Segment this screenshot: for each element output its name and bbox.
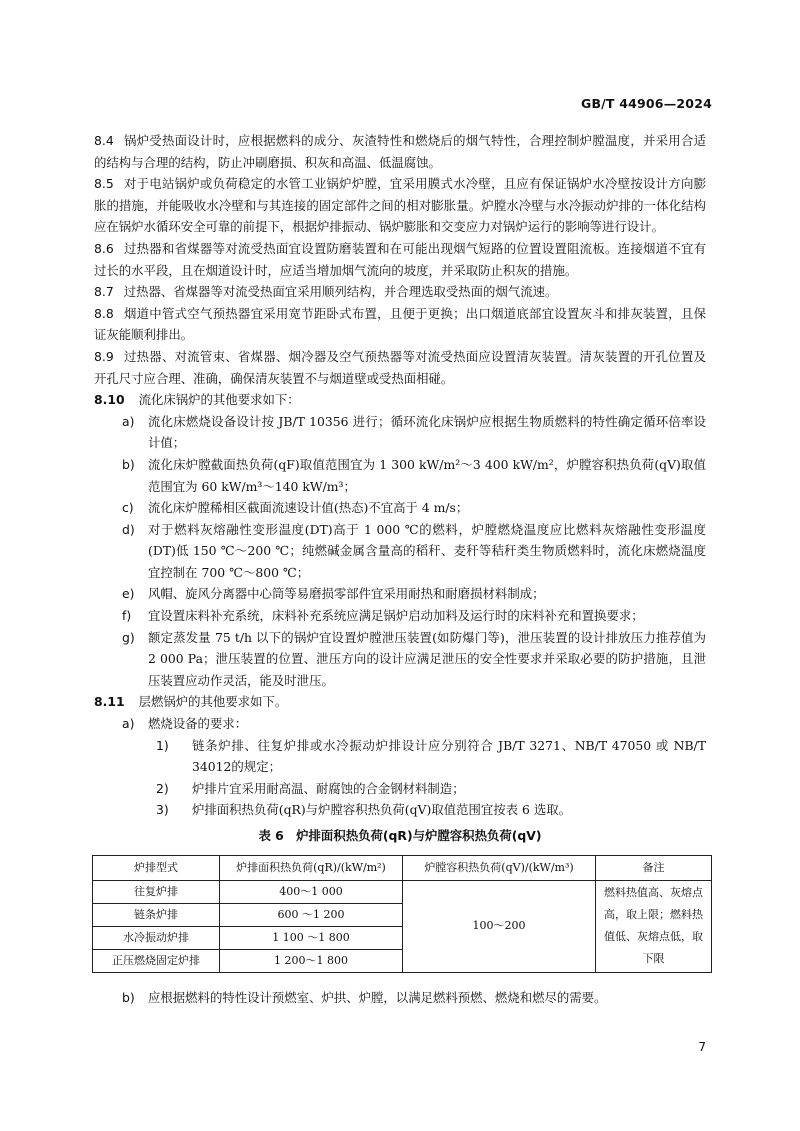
item-text: 流化床燃烧设备设计按 JB/T 10356 进行；循环流化床锅炉应根据生物质燃料的特性确定循环倍率设计值； — [148, 413, 706, 451]
list-item — [94, 713, 706, 735]
item-label: b) — [122, 456, 135, 472]
clause-8-9 — [94, 346, 706, 389]
item-text: 对于燃料灰熔融性变形温度(DT)高于 1 000 ℃的燃料，炉膛燃烧温度应比燃料灰熔融性变形温度(DT)低 150 ℃～200 ℃；纯燃碱金属含量高的稻秆、麦秆等秸秆类生物质燃料时，流化床燃烧温度宜控制在 700 ℃～800 ℃； — [148, 521, 706, 580]
list-item — [94, 497, 706, 519]
clause-number: 8.8 — [94, 305, 114, 321]
clause-number: 8.6 — [94, 240, 114, 256]
cell-qv: 100～200 — [403, 880, 596, 972]
clause-text: 过热器、对流管束、省煤器、烟冷器及空气预热器等对流受热面应设置清灰装置。清灰装置的开孔位置及开孔尺寸应合理、准确，确保清灰装置不与烟道壁或受热面相碰。 — [94, 348, 706, 386]
clause-text: 对于电站锅炉或负荷稳定的水管工业锅炉炉膛，宜采用膜式水冷壁，且应有保证锅炉水冷壁按设计方向膨胀的措施，并能吸收水冷壁和与其连接的固定部件之间的相对膨胀量。炉膛水冷壁与水冷振动炉排的一体化结构应在锅炉水循环安全可靠的前提下，根据炉排振动、锅炉膨胀和交变应力对锅炉运行的影响等进行设计。 — [94, 176, 706, 235]
heat-load-table — [92, 855, 712, 973]
col-qv: 炉膛容积热负荷(qV)/(kW/m³) — [403, 855, 596, 880]
item-text: 风帽、旋风分离器中心筒等易磨损零部件宜采用耐热和耐磨损材料制成； — [148, 586, 545, 602]
table-header-row — [93, 855, 712, 880]
sub-item-label: 1) — [156, 737, 169, 753]
clause-number: 8.11 — [94, 694, 125, 710]
clause-8-10-list — [94, 411, 706, 692]
clause-text: 过热器、省煤器等对流受热面宜采用顺列结构，并合理选取受热面的烟气流速。 — [123, 284, 558, 300]
item-text: 流化床炉膛截面热负荷(qF)取值范围宜为 1 300 kW/m²～3 400 kW/m²，炉膛容积热负荷(qV)取值范围宜为 60 kW/m³～140 kW/m³； — [148, 456, 706, 494]
cell-qr: 600 ～1 200 — [220, 903, 403, 926]
sub-item-text: 链条炉排、往复炉排或水冷振动炉排设计应分别符合 JB/T 3271、NB/T 47050 或 NB/T 34012的规定； — [192, 737, 706, 775]
item-label: a) — [122, 716, 135, 732]
clause-number: 8.10 — [94, 392, 125, 408]
clause-8-8 — [94, 303, 706, 346]
cell-type: 往复炉排 — [93, 880, 220, 903]
table-caption: 表 6 炉排面积热负荷(qR)与炉膛容积热负荷(qV) — [258, 828, 542, 843]
item-text: 宜设置床料补充系统，床料补充系统应满足锅炉启动加料及运行时的床料补充和置换要求； — [148, 608, 644, 624]
cell-type: 正压燃烧固定炉排 — [93, 949, 220, 972]
cell-remark: 燃料热值高、灰熔点高，取上限；燃料热值低、灰熔点低，取下限 — [596, 880, 712, 972]
clause-8-5 — [94, 173, 706, 238]
sub-item-label: 3) — [156, 802, 169, 818]
item-text: 燃烧设备的要求： — [148, 716, 248, 732]
sub-item — [94, 735, 706, 778]
clause-number: 8.4 — [94, 133, 114, 148]
col-grate-type: 炉排型式 — [93, 855, 220, 880]
col-qr: 炉排面积热负荷(qR)/(kW/m²) — [220, 855, 403, 880]
clause-intro: 层燃锅炉的其他要求如下。 — [138, 694, 288, 710]
sub-item-text: 炉排面积热负荷(qR)与炉膛容积热负荷(qV)取值范围宜按表 6 选取。 — [192, 802, 572, 818]
list-item — [94, 987, 706, 1009]
list-item — [94, 454, 706, 497]
cell-type: 链条炉排 — [93, 903, 220, 926]
clause-8-4 — [94, 130, 706, 173]
sub-item-label: 2) — [156, 780, 169, 796]
item-text: 额定蒸发量 75 t/h 以下的锅炉宜设置炉膛泄压装置(如防爆门等)，泄压装置的设计排放压力推荐值为 2 000 Pa；泄压装置的位置、泄压方向的设计应满足泄压的安全性要求并采取必要的防护措施，且泄压装置应动作灵活，能及时泄压。 — [148, 629, 706, 688]
clause-text: 烟道中管式空气预热器宜采用宽节距卧式布置，且便于更换；出口烟道底部宜设置灰斗和排灰装置，且保证灰能顺利排出。 — [94, 305, 706, 343]
item-text: 流化床炉膛稀相区截面流速设计值(热态)不宜高于 4 m/s； — [148, 500, 469, 516]
clause-8-7 — [94, 281, 706, 303]
sub-item — [94, 799, 706, 821]
sub-item — [94, 778, 706, 800]
item-label: b) — [122, 989, 135, 1005]
clause-intro: 流化床锅炉的其他要求如下： — [138, 392, 300, 408]
item-label: c) — [122, 500, 134, 516]
page-content — [94, 130, 706, 1008]
list-item — [94, 411, 706, 454]
item-label: a) — [122, 413, 135, 429]
col-remark: 备注 — [596, 855, 712, 880]
clause-number: 8.5 — [94, 176, 114, 192]
list-item — [94, 519, 706, 584]
page-number: 7 — [698, 1040, 706, 1054]
clause-number: 8.7 — [94, 284, 114, 300]
sub-item-text: 炉排片宜采用耐高温、耐腐蚀的合金钢材料制造； — [192, 780, 465, 796]
clause-8-11-heading — [94, 691, 706, 713]
item-label: e) — [122, 586, 135, 602]
list-item — [94, 627, 706, 692]
list-item — [94, 583, 706, 605]
list-item — [94, 605, 706, 627]
cell-qr: 400～1 000 — [220, 880, 403, 903]
clause-8-10-heading — [94, 389, 706, 411]
clause-text: 锅炉受热面设计时，应根据燃料的成分、灰渣特性和燃烧后的烟气特性，合理控制炉膛温度，并采用合适的结构与合理的结构，防止冲刷磨损、积灰和高温、低温腐蚀。 — [94, 133, 706, 170]
table-row — [93, 880, 712, 903]
cell-type: 水冷振动炉排 — [93, 926, 220, 949]
cell-qr: 1 100 ～1 800 — [220, 926, 403, 949]
clause-text: 过热器和省煤器等对流受热面宜设置防磨装置和在可能出现烟气短路的位置设置阻流板。连接烟道不宜有过长的水平段，且在烟道设计时，应适当增加烟气流向的坡度，并采取防止积灰的措施。 — [94, 240, 706, 278]
standard-code: GB/T 44906—2024 — [580, 96, 712, 111]
item-label: f) — [122, 608, 132, 624]
clause-8-6 — [94, 238, 706, 281]
item-label: g) — [122, 629, 135, 645]
cell-qr: 1 200～1 800 — [220, 949, 403, 972]
clause-number: 8.9 — [94, 348, 114, 364]
item-text: 应根据燃料的特性设计预燃室、炉拱、炉膛，以满足燃料预燃、燃烧和燃尽的需要。 — [148, 989, 607, 1005]
item-label: d) — [122, 521, 135, 537]
